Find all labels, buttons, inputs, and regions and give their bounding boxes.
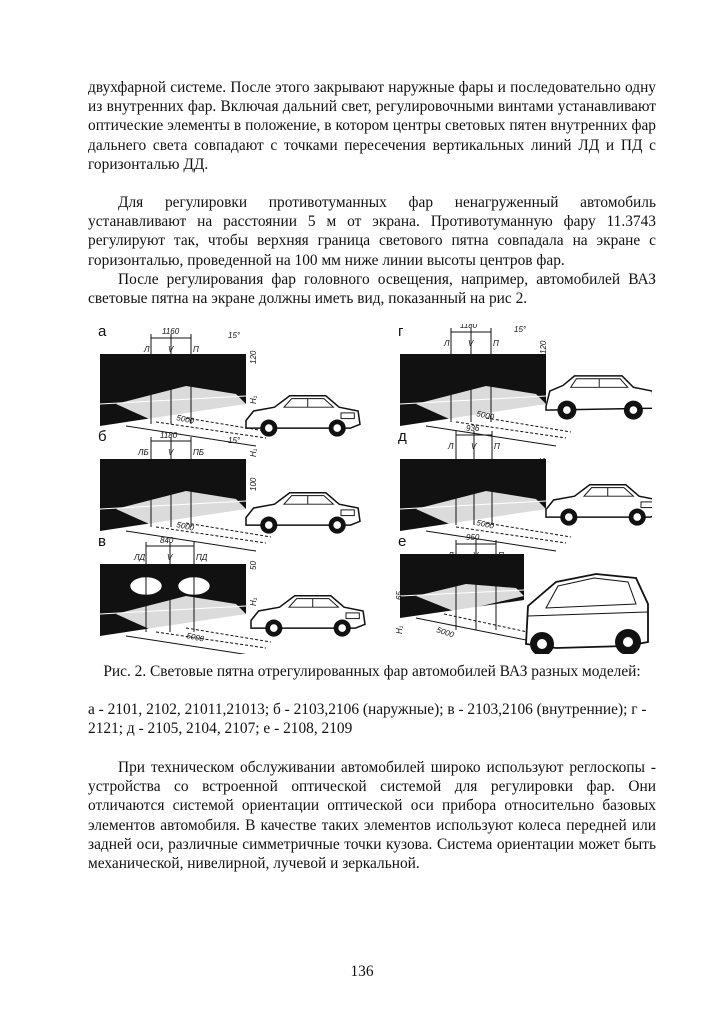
panel-a-l: Л	[144, 345, 150, 354]
panel-e-width: 936	[466, 424, 480, 433]
panel-d-dist: 5000	[475, 409, 495, 422]
page-number: 136	[350, 963, 374, 980]
panel-b-width: 1180	[160, 431, 178, 440]
panel-f-v: V	[473, 551, 479, 560]
panel-a-h: H₁	[249, 395, 258, 404]
paragraph-4: При техническом обслуживании автомобилей широко используют реглоскопы - устройства со встроенной оптической системой для регулировки фар. Они отличаются системой ориентации оптической оси прибора относительно базовых элементов автомобиля. В качестве таких элементов используют колеса передней или задней оси, различные симметричные точки кузова. Система ориентации может быть механической, нивелирной, лучевой и зеркальной.	[88, 759, 656, 873]
panel-d-v: V	[468, 339, 474, 348]
figure-caption-legend: а - 2101, 2102, 21011,21013; б - 2103,2106 (наружные); в - 2103,2106 (внутренние); г - 2121; д - 2105, 2104, 2107; е - 2108, 2109	[88, 701, 647, 737]
car-hatchback-illustration	[526, 574, 648, 654]
panel-b-l: ЛБ	[138, 448, 149, 457]
panel-f-dim: 65	[395, 591, 404, 600]
panel-f-dist: 5000	[435, 625, 456, 640]
panel-e	[398, 424, 652, 551]
panel-e-letter: д	[398, 428, 407, 445]
panel-b-p: ПБ	[193, 448, 205, 457]
paragraph-2: Для регулировки противотуманных фар ненагруженный автомобиль устанавливают на расстоянии 5 м от экрана. Противотуманную фару 11.3743 регулируют так, чтобы верхняя граница светового пятна совпадала на экране с горизонталью, проведенной на 100 мм ниже линии высоты центров фар.	[88, 194, 656, 269]
panel-d	[398, 324, 652, 446]
panel-a-angle: 15°	[228, 331, 241, 340]
panel-e-l: Л	[448, 442, 454, 451]
panel-b-dim: 100	[249, 477, 258, 491]
panel-f-width: 950	[466, 533, 480, 542]
paragraph-3: После регулирования фар головного освещения, например, автомобилей ВАЗ световые пятна на экране должны иметь вид, показанный на рис 2.	[88, 271, 656, 308]
panel-e-v: V	[471, 442, 477, 451]
panel-c	[98, 533, 365, 654]
panel-c-dim: 50	[249, 561, 258, 570]
figure-headlight-patterns	[96, 324, 652, 654]
panel-f	[395, 533, 648, 654]
paragraph-1: двухфарной системе. После этого закрывают наружные фары и последовательно одну из внутренних фар. Включая дальний свет, регулировочными винтами устанавливают оптические элементы в положение, в котором центры световых пятен внутренних фар дальнего света совпадают с точками пересечения вертикальных линий ЛД и ПД с горизонталью ДД.	[88, 79, 656, 173]
panel-a	[98, 324, 360, 446]
panel-b-v: V	[168, 448, 174, 457]
panel-d-p: П	[493, 339, 499, 348]
panel-a-width: 1160	[162, 327, 180, 336]
panel-b-angle: 15°	[228, 436, 241, 445]
panel-b-dist: 5000	[175, 520, 195, 533]
panel-a-dim: 120	[249, 350, 258, 364]
panel-c-h: H₁	[249, 597, 258, 606]
panel-a-letter: а	[98, 324, 107, 340]
panel-d-l: Л	[444, 339, 450, 348]
panel-d-width: 1180	[460, 324, 478, 330]
panel-f-letter: е	[398, 533, 407, 550]
panel-a-v: V	[168, 345, 174, 354]
panel-c-v: V	[167, 553, 173, 562]
panel-d-h: H₁	[509, 377, 518, 386]
panel-c-dist: 5000	[185, 631, 205, 644]
panel-e-dim: 75	[539, 458, 548, 467]
panel-a-p: П	[193, 345, 199, 354]
panel-c-l: ЛД	[134, 553, 146, 562]
panel-e-dist: 5000	[475, 518, 495, 531]
panel-e-h: H₁	[523, 482, 532, 491]
panel-d-angle: 15°	[514, 325, 527, 334]
panel-a-dist: 5000	[175, 413, 195, 426]
panel-f-p: П	[498, 551, 504, 560]
panel-b-letter: б	[98, 428, 107, 445]
panel-f-l: Л	[448, 551, 454, 560]
panel-c-p: ПД	[196, 553, 208, 562]
figure-caption-title: Рис. 2. Световые пятна отрегулированных фар автомобилей ВАЗ разных моделей:	[103, 663, 641, 680]
panel-d-dim: 120	[539, 340, 548, 354]
figure-svg	[96, 324, 652, 654]
panel-b	[98, 428, 360, 551]
panel-f-h: H₁	[395, 625, 404, 634]
panel-b-h: H₁	[249, 448, 258, 457]
panel-d-letter: г	[398, 324, 404, 340]
panel-c-width: 840	[160, 536, 174, 545]
panel-e-p: П	[494, 442, 500, 451]
panel-c-letter: в	[98, 533, 106, 550]
